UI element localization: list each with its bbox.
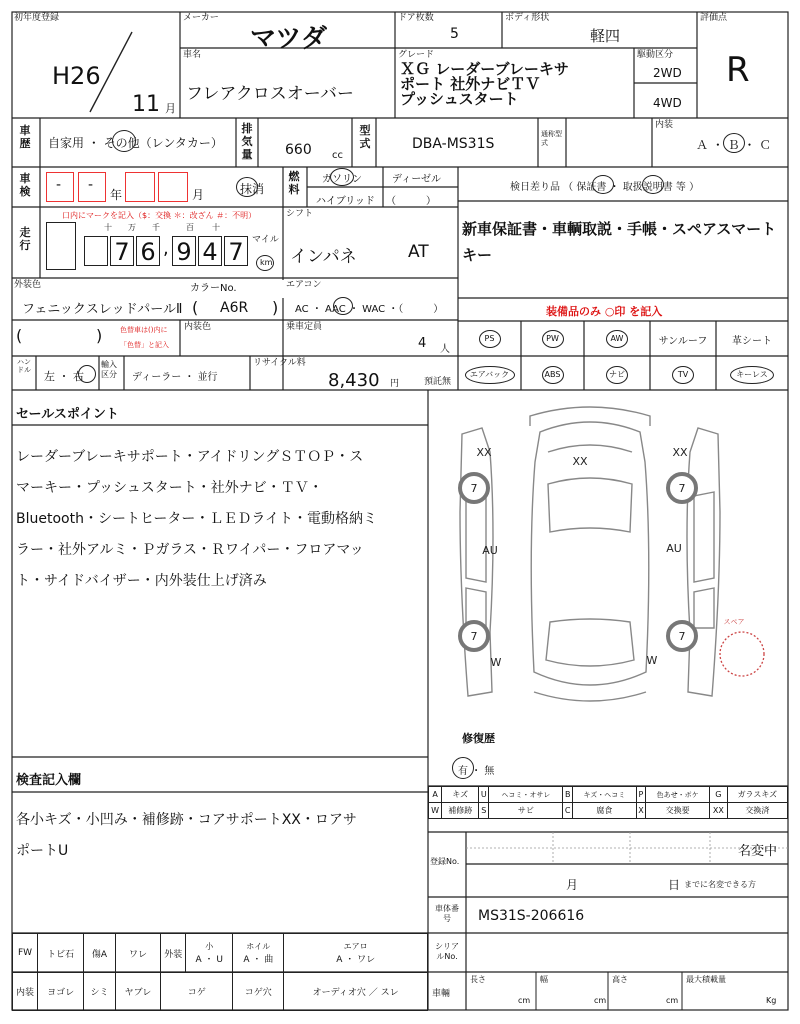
color-change-note: 色替車は()内に bbox=[120, 326, 168, 334]
repair-label: 修復歴 bbox=[462, 732, 495, 745]
inspection-label: 車検 bbox=[19, 172, 31, 198]
grade-label: グレード bbox=[398, 50, 435, 60]
width-cm: cm bbox=[594, 996, 607, 1005]
import-label: 輸入区分 bbox=[101, 360, 117, 379]
mileage-unit: 百 bbox=[186, 223, 194, 232]
ext-color: フェニックスレッドパールⅡ bbox=[22, 302, 183, 317]
mileage-unit: 十 bbox=[104, 223, 112, 232]
mileage-digit: 6 bbox=[136, 236, 160, 266]
equip-header: 装備品のみ ○印 を記入 bbox=[546, 305, 663, 318]
mileage-unit: 万 bbox=[128, 223, 136, 232]
fuel-other: （ ） bbox=[386, 196, 436, 207]
equip-airbag: エアバック bbox=[458, 366, 521, 384]
inspect-month-unit: 月 bbox=[192, 188, 205, 202]
mileage-digit: 9 bbox=[172, 236, 196, 266]
serial-label: シリアルNo. bbox=[435, 942, 459, 961]
shift: インパネ bbox=[290, 247, 357, 267]
interior-label: 内装 bbox=[655, 120, 674, 130]
reg-month-unit: 月 bbox=[165, 102, 176, 115]
passthrough-label: 通称型式 bbox=[541, 130, 562, 147]
handle-value: 左 ・ 右 bbox=[44, 370, 84, 383]
deadline-note: までに名変できる方 bbox=[684, 880, 756, 889]
fuel-hybrid: ハイブリッド bbox=[316, 196, 375, 207]
weight-label: 最大積載量 bbox=[686, 975, 726, 984]
doors: 5 bbox=[450, 26, 459, 42]
inspection-table: FW トビ石 傷A ワレ 外装 小 A ・ U ホイル A ・ 曲 エアロ A ・ ワレ 内装 ヨゴレ シミ ヤブレ コゲ コゲ穴 オーディオ穴 ／ スレ bbox=[12, 933, 428, 1011]
reg-year: H26 bbox=[52, 62, 101, 90]
body-label: ボディ形状 bbox=[505, 13, 550, 23]
damage-mark: XX bbox=[672, 446, 688, 459]
equip-keyless: キーレス bbox=[716, 366, 788, 384]
reg-month: 11 bbox=[132, 92, 160, 117]
reg-day-unit: 日 bbox=[668, 878, 681, 892]
length-label: 長さ bbox=[470, 975, 486, 984]
equip-ps: PS bbox=[458, 330, 521, 348]
chassis-no: MS31S-206616 bbox=[478, 908, 585, 924]
dims-label: 車輛 bbox=[432, 989, 451, 999]
first-reg-label: 初年度登録 bbox=[14, 13, 60, 23]
equip-pw: PW bbox=[521, 330, 584, 348]
repair-value: 有 ・ 無 bbox=[458, 766, 495, 777]
capacity-unit: 人 bbox=[440, 344, 450, 355]
equipment-text: 新車保証書・車輌取説・手帳・スペアスマートキー bbox=[462, 220, 777, 264]
length-cm: cm bbox=[518, 996, 531, 1005]
tire-depth: 7 bbox=[678, 482, 686, 495]
inspect-year-box-2: - bbox=[78, 172, 106, 202]
docs-label: 検日差り品 （ 保証書 ・ 取扱説明書 等 ） bbox=[510, 182, 700, 193]
color-no: A6R bbox=[220, 300, 249, 316]
sales-line: Bluetooth・シートヒーター・ＬＥＤライト・電動格納ミ bbox=[16, 511, 377, 527]
damage-mark: W bbox=[490, 656, 502, 669]
reg-no-label: 登録No. bbox=[430, 857, 460, 866]
recycle-label: リサイクル料 bbox=[253, 358, 306, 368]
inspect-year-unit: 年 bbox=[110, 188, 123, 202]
inspect-year-box-1: - bbox=[46, 172, 74, 202]
damage-mark: AU bbox=[482, 544, 498, 557]
name-change: 名変中 bbox=[738, 844, 778, 859]
fuel-diesel: ディーゼル bbox=[392, 174, 441, 185]
chassis-label: 車体番号 bbox=[435, 904, 459, 923]
recycle-fee: 8,430 bbox=[328, 370, 380, 391]
recycle-note: 預託無 bbox=[424, 377, 452, 387]
km-label: km bbox=[260, 258, 273, 267]
fuel-label: 燃料 bbox=[288, 170, 300, 196]
damage-mark: W bbox=[646, 654, 658, 667]
import-value: ディーラー ・ 並行 bbox=[132, 372, 218, 383]
reg-month-unit: 月 bbox=[566, 878, 579, 892]
sales-line: マーキー・プッシュスタート・社外ナビ・ＴＶ・ bbox=[16, 480, 323, 496]
mileage-label: 走行 bbox=[19, 226, 31, 252]
height-label: 高さ bbox=[612, 975, 628, 984]
sales-line: ト・サイドバイザー・内外装仕上げ済み bbox=[16, 573, 267, 589]
equip-navi: ナビ bbox=[584, 366, 650, 384]
maker: マツダ bbox=[250, 24, 327, 54]
width-label: 幅 bbox=[540, 975, 548, 984]
damage-mark: XX bbox=[476, 446, 492, 459]
score: R bbox=[726, 50, 750, 90]
body-shape: 軽四 bbox=[590, 27, 621, 45]
equip-abs: ABS bbox=[521, 366, 584, 384]
capacity: 4 bbox=[418, 336, 427, 351]
mile-label: マイル bbox=[252, 235, 279, 245]
remarks-title: 検査記入欄 bbox=[16, 773, 82, 788]
handle-label: ハンドル bbox=[17, 358, 31, 374]
mileage-digit: 7 bbox=[110, 236, 134, 266]
history: 自家用 ・ その他（レンタカー） bbox=[48, 136, 223, 150]
equip-tv: TV bbox=[650, 366, 716, 384]
drive-2wd: 2WD bbox=[653, 66, 682, 80]
mileage-unit: 十 bbox=[212, 223, 220, 232]
equip-leather: 革シート bbox=[732, 336, 772, 347]
displacement-label: 排気量 bbox=[241, 122, 253, 161]
model: DBA-MS31S bbox=[412, 136, 495, 152]
history-label: 車歴 bbox=[19, 124, 31, 150]
interior-grades: Ａ ・ Ｂ ・ Ｃ bbox=[696, 138, 772, 152]
mileage-digit: 7 bbox=[224, 236, 248, 266]
mileage-digit: 4 bbox=[198, 236, 222, 266]
displacement-unit: cc bbox=[332, 150, 343, 161]
height-cm: cm bbox=[666, 996, 679, 1005]
color-no-label: カラーNo. bbox=[190, 283, 237, 294]
sales-title: セールスポイント bbox=[16, 407, 119, 422]
sales-line: レーダーブレーキサポート・アイドリングＳＴＯＰ・ス bbox=[16, 449, 364, 465]
remarks-line: 各小キズ・小凹み・補修跡・コアサポートXX・ロアサ bbox=[16, 812, 357, 828]
grade-line: ＸＧ レーダーブレーキサ bbox=[400, 60, 569, 78]
damage-legend: A キズ U ヘコミ・オサレ B キズ・ヘコミ P 色あせ・ボケ G ガラスキズ W 補修跡 S サビ C 腐食 X 交換要 XX 交換済 bbox=[428, 786, 788, 819]
capacity-label: 乗車定員 bbox=[286, 322, 323, 332]
interior-color-label: 内装色 bbox=[184, 322, 212, 332]
grade-line: ポート 社外ナビＴＶ bbox=[400, 75, 541, 93]
drive-4wd: 4WD bbox=[653, 96, 682, 110]
carname-label: 車名 bbox=[183, 50, 202, 60]
doors-label: ドア枚数 bbox=[398, 13, 434, 23]
model-label: 型式 bbox=[359, 124, 371, 150]
fuel-gas: ガソリン bbox=[322, 174, 362, 185]
remarks-line: ポートU bbox=[16, 843, 69, 859]
shift-type: AT bbox=[408, 242, 429, 262]
recycle-unit: 円 bbox=[390, 379, 400, 389]
damage-mark: AU bbox=[666, 542, 682, 555]
sales-line: ラー・社外アルミ・Ｐガラス・Ｒワイパー・フロアマッ bbox=[16, 542, 364, 558]
score-label: 評価点 bbox=[700, 13, 728, 23]
displacement: 660 bbox=[285, 142, 312, 158]
tire-depth: 7 bbox=[470, 630, 478, 643]
aircon-label: エアコン bbox=[286, 280, 322, 290]
equip-aw: AW bbox=[584, 330, 650, 348]
mileage-unit: 千 bbox=[152, 223, 160, 232]
carname: フレアクロスオーバー bbox=[186, 84, 354, 104]
grade-line: プッシュスタート bbox=[400, 90, 519, 108]
aircon: AC ・ AAC ・ WAC ・（ ） bbox=[295, 304, 444, 315]
tire-depth: 7 bbox=[470, 482, 478, 495]
tire-depth: 7 bbox=[678, 630, 686, 643]
damage-mark: XX bbox=[572, 455, 588, 468]
inspect-status: 抹消 bbox=[240, 182, 265, 196]
drive-label: 駆動区分 bbox=[637, 50, 674, 60]
ext-color-label: 外装色 bbox=[14, 280, 42, 290]
color-change-note: 「色替」と記入 bbox=[120, 341, 169, 349]
spare-label: スペア bbox=[723, 618, 745, 626]
shift-label: シフト bbox=[286, 209, 314, 219]
equip-sunroof: サンルーフ bbox=[658, 336, 708, 347]
weight-kg: Kg bbox=[766, 996, 777, 1005]
mileage-note: 口内にマークを記入（$：交換 ＊：改ざん ＃：不明） bbox=[62, 211, 257, 220]
maker-label: メーカー bbox=[183, 13, 219, 23]
